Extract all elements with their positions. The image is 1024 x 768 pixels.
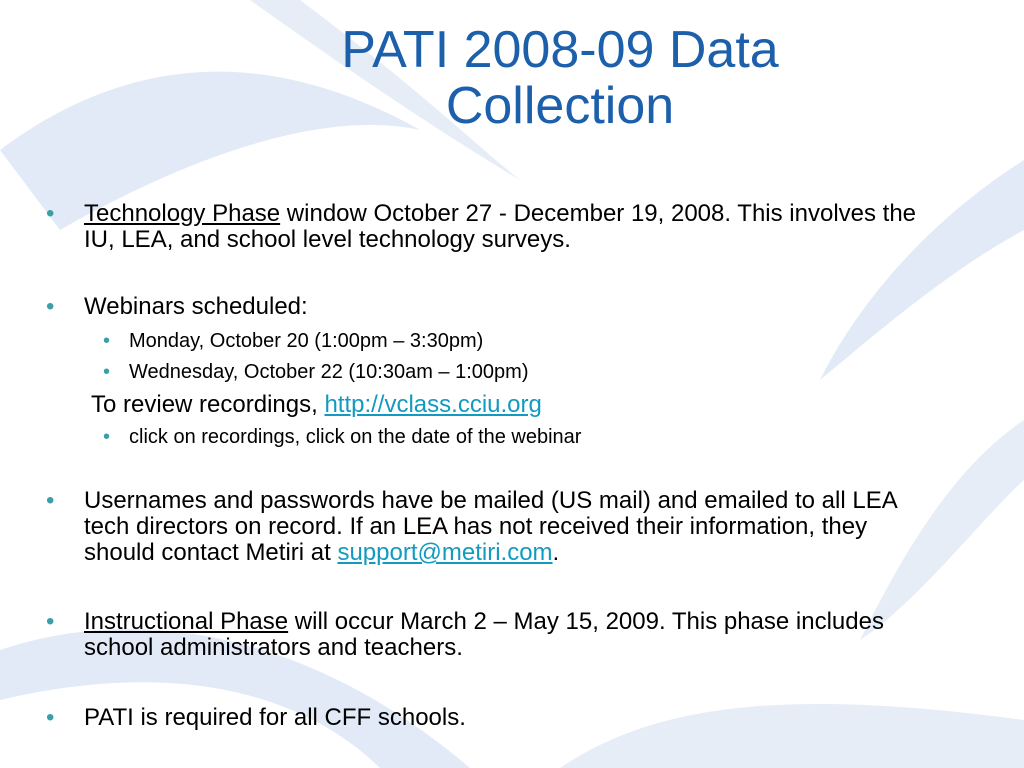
technology-phase-text: window October 27 - December 19, 2008. This involves the IU, LEA, and school level technology surveys. xyxy=(84,200,917,253)
bullet-instructional-phase xyxy=(46,608,944,661)
slide-title-line-2: Collection xyxy=(445,77,675,135)
sub-bullet-marker: • xyxy=(103,426,111,448)
recordings-instructions-text: click on recordings, click on the date of the webinar xyxy=(129,426,582,448)
sub-bullet-webinar-wednesday xyxy=(103,360,889,384)
bullet-technology-phase xyxy=(46,200,944,253)
sub-bullet-marker: • xyxy=(103,361,111,383)
sub-bullet-recordings-instructions xyxy=(103,425,889,449)
instructional-phase-text: will occur March 2 – May 15, 2009. This phase includes school administrators and teachers. xyxy=(84,608,884,661)
support-email-link[interactable]: support@metiri.com xyxy=(337,539,553,566)
technology-phase-label: Technology Phase xyxy=(84,200,281,227)
pati-required-text: PATI is required for all CFF schools. xyxy=(84,704,466,731)
usernames-end: . xyxy=(552,539,560,566)
bullet-marker: • xyxy=(46,293,55,320)
bullet-marker: • xyxy=(46,704,55,731)
webinar-wednesday-text: Wednesday, October 22 (10:30am – 1:00pm) xyxy=(129,361,529,383)
webinar-monday-text: Monday, October 20 (1:00pm – 3:30pm) xyxy=(129,330,484,352)
bullet-webinars xyxy=(46,293,944,320)
webinars-text: Webinars scheduled: xyxy=(84,293,308,320)
bullet-marker: • xyxy=(46,200,55,227)
recordings-text: To review recordings, xyxy=(91,391,325,418)
sub-bullet-marker: • xyxy=(103,330,111,352)
bullet-usernames xyxy=(46,487,944,566)
slide-title-line-1: PATI 2008-09 Data xyxy=(341,21,779,79)
usernames-text: Usernames and passwords have be mailed (US mail) and emailed to all LEA tech directors on record. If an LEA has not received their information, they should contact Metiri at xyxy=(84,487,897,566)
sub-bullet-webinar-monday xyxy=(103,329,889,353)
bullet-pati-required xyxy=(46,704,944,731)
recordings-link[interactable]: http://vclass.cciu.org xyxy=(324,391,542,418)
instructional-phase-label: Instructional Phase xyxy=(84,608,289,635)
bullet-marker: • xyxy=(46,487,55,514)
bullet-marker: • xyxy=(46,608,55,635)
recordings-line xyxy=(91,392,891,418)
